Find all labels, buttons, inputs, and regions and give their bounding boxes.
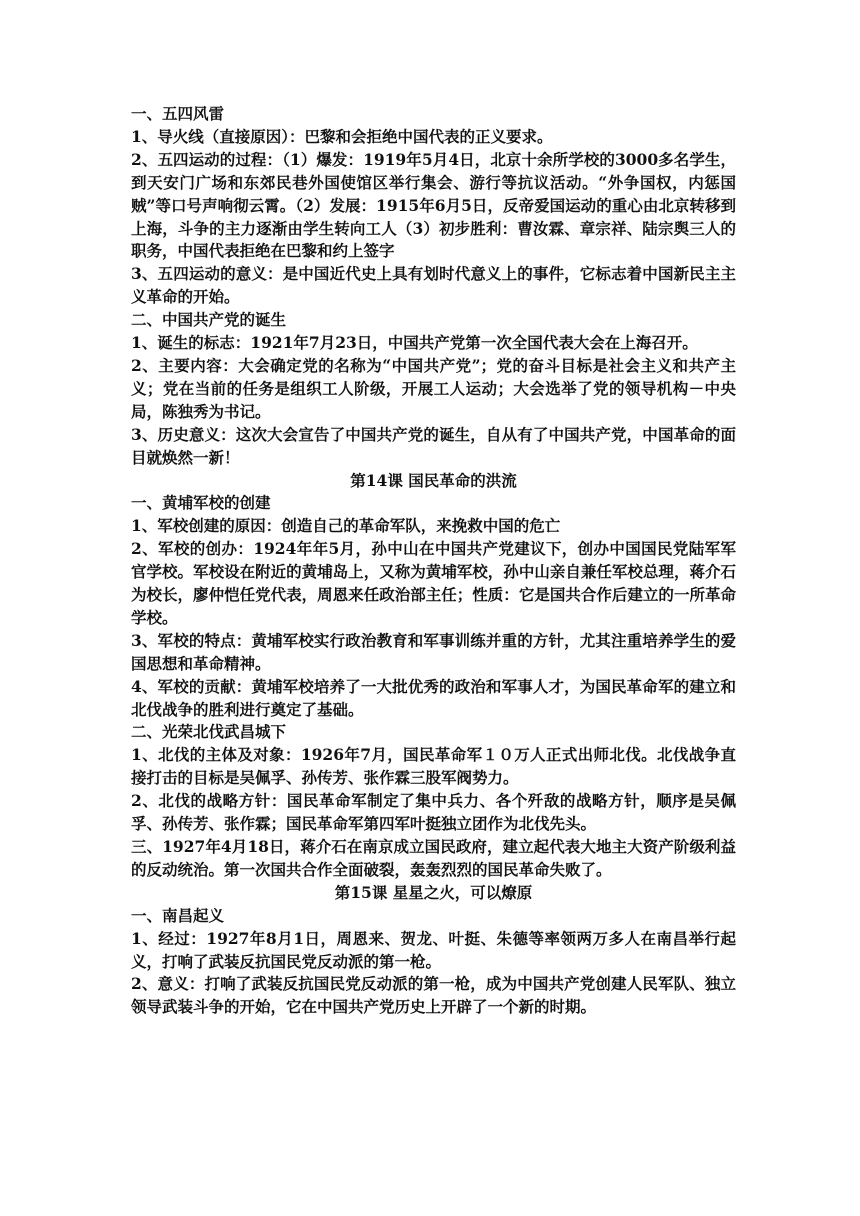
paragraph-main-content: 2、主要内容：大会确定党的名称为“中国共产党”；党的奋斗目标是社会主义和共产主义；党在当前的任务是组织工人阶级，开展工人运动；大会选举了党的领导机构－中央局，陈独秀为书记。: [131, 355, 736, 421]
paragraph-expedition-strategy: 2、北伐的战略方针：国民革命军制定了集中兵力、各个歼敌的战略方针，顺序是吴佩孚、孙传芳、张作霖；国民革命军第四军叶挺独立团作为北伐先头。: [131, 791, 736, 834]
paragraph-expedition-targets: 1、北伐的主体及对象：1926年7月，国民革命军１０万人正式出师北伐。北伐战争直接打击的目标是吴佩孚、孙传芳、张作霖三股军阀势力。: [131, 745, 736, 788]
paragraph-uprising-significance: 2、意义：打响了武装反抗国民党反动派的第一枪，成为中国共产党创建人民军队、独立领导武装斗争的开始，它在中国共产党历史上开辟了一个新的时期。: [131, 974, 736, 1017]
section-heading-whampoa: 一、黄埔军校的创建: [131, 493, 271, 513]
paragraph-uprising-course: 1、经过：1927年8月1日，周恩来、贺龙、叶挺、朱德等率领两万多人在南昌举行起义，打响了武装反抗国民党反动派的第一枪。: [131, 928, 736, 971]
paragraph-birth-mark: 1、诞生的标志：1921年7月23日，中国共产党第一次全国代表大会在上海召开。: [131, 333, 698, 353]
section-heading-wusi: 一、五四风雷: [131, 104, 225, 123]
paragraph-process: 2、五四运动的过程：（1）爆发：1919年5月4日，北京十余所学校的3000多名学生，到天安门广场和东郊民巷外国使馆区举行集会、游行等抗议活动。“外争国权，内惩国贼”等口号声响彻云霄。（2）发展：1915年6月5日，反帝爱国运动的重心由北京转移到上海，斗争的主力逐渐由学生转向工人（3）初步胜利：曹汝霖、章宗祥、陆宗舆三人的职务，中国代表拒绝在巴黎和约上签字: [131, 149, 736, 261]
paragraph-nanjing-government: 三、1927年4月18日，蒋介石在南京成立国民政府，建立起代表大地主大资产阶级利益的反动统治。第一次国共合作全面破裂，轰轰烈烈的国民革命失败了。: [131, 837, 736, 879]
paragraph-academy-reason: 1、军校创建的原因：创造自己的革命军队，来挽救中国的危亡: [131, 516, 561, 536]
paragraph-fuse: 1、导火线（直接原因）：巴黎和会拒绝中国代表的正义要求。: [131, 126, 553, 146]
document-page: [131, 103, 736, 1019]
paragraph-academy-features: 3、军校的特点：黄埔军校实行政治教育和军事训练并重的方针，尤其注重培养学生的爱国思想和革命精神。: [131, 630, 736, 673]
paragraph-significance: 3、五四运动的意义：是中国近代史上具有划时代意义上的事件，它标志着中国新民主主义革命的开始。: [131, 264, 736, 307]
lesson-title-15: 第15课 星星之火，可以燎原: [334, 882, 533, 902]
paragraph-academy-founding: 2、军校的创办：1924年年5月，孙中山在中国共产党建议下，创办中国国民党陆军军官学校。军校设在附近的黄埔岛上，又称为黄埔军校，孙中山亲自兼任军校总理，蒋介石为校长，廖仲恺任党代表，周恩来任政治部主任；性质：它是国共合作后建立的一所革命学校。: [131, 539, 736, 627]
paragraph-academy-contribution: 4、军校的贡献：黄埔军校培养了一大批优秀的政治和军事人才，为国民革命军的建立和北伐战争的胜利进行奠定了基础。: [131, 676, 736, 719]
paragraph-historic-significance: 3、历史意义：这次大会宣告了中国共产党的诞生，自从有了中国共产党，中国革命的面目就焕然一新！: [131, 424, 736, 467]
section-heading-ccp-birth: 二、中国共产党的诞生: [131, 310, 287, 330]
lesson-title-14: 第14课 国民革命的洪流: [350, 470, 517, 490]
section-heading-nanchang: 一、南昌起义: [131, 905, 225, 925]
section-heading-northern-expedition: 二、光荣北伐武昌城下: [131, 722, 287, 742]
